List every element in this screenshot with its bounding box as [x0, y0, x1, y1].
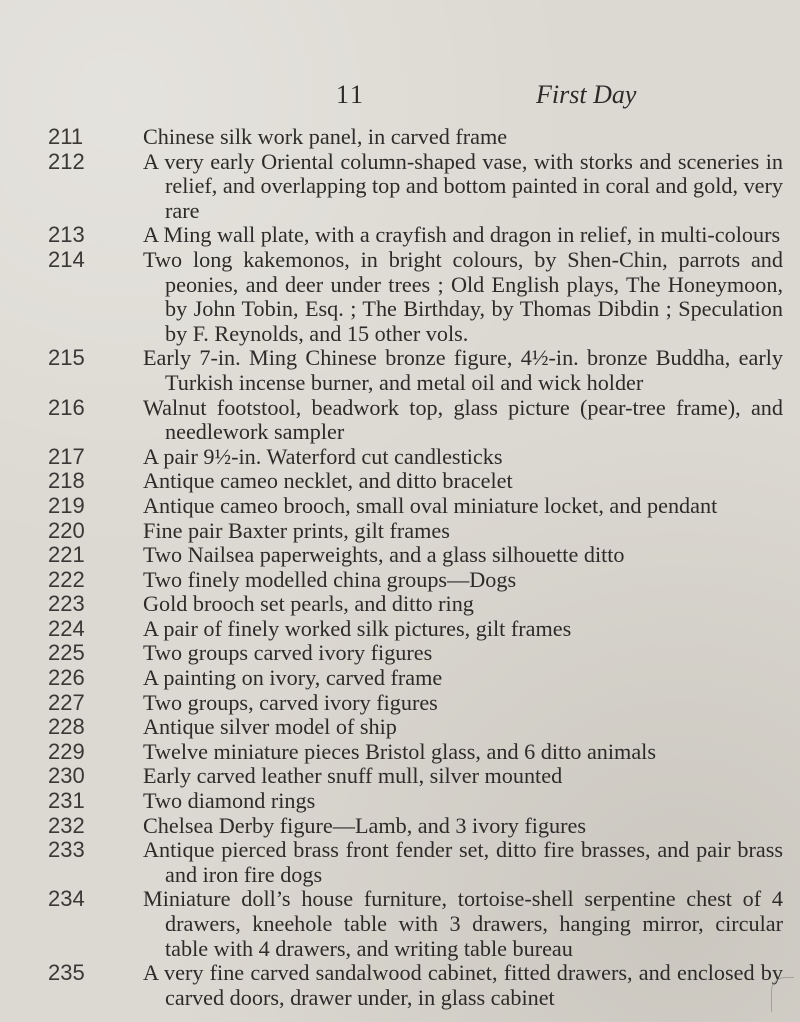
- page-header: [0, 80, 800, 120]
- lot-description: Chinese silk work panel, in carved frame: [143, 124, 508, 149]
- lot-entry: [0, 789, 800, 814]
- lot-description: Antique cameo necklet, and ditto bracelet: [143, 468, 513, 494]
- lot-entry: [0, 543, 800, 568]
- lot-entry: [0, 248, 800, 346]
- lot-entry: [0, 346, 800, 395]
- lot-description: Early 7-in. Ming Chinese bronze figure, 4½-in. bronze Buddha, early Turkish incense burner, and metal oil and wick holder: [143, 345, 783, 395]
- lot-description: Twelve miniature pieces Bristol glass, and 6 ditto animals: [143, 738, 656, 764]
- lot-entry: [0, 887, 800, 961]
- lot-entry: [0, 691, 800, 716]
- lot-number: 225: [48, 640, 85, 666]
- lot-number: 216: [48, 394, 85, 420]
- lot-number: 221: [48, 542, 85, 568]
- page-corner-mark: [771, 977, 794, 1012]
- lot-entry: [0, 838, 800, 887]
- lot-entry: [0, 617, 800, 642]
- lot-number: 231: [48, 788, 85, 814]
- lot-entry: [0, 150, 800, 224]
- lot-description: A pair of finely worked silk pictures, gilt frames: [143, 615, 572, 641]
- page-number: 11: [336, 80, 366, 109]
- lot-number: 235: [48, 960, 85, 986]
- lot-number: 228: [48, 714, 85, 740]
- lot-number: 215: [48, 345, 85, 371]
- lot-entry: [0, 592, 800, 617]
- lot-description: Early carved leather snuff mull, silver mounted: [143, 763, 563, 789]
- lot-number: 214: [48, 246, 85, 272]
- lot-entry: [0, 568, 800, 593]
- lot-description: Two finely modelled china groups—Dogs: [143, 566, 517, 592]
- lot-number: 218: [48, 468, 85, 494]
- lot-description: Chelsea Derby figure—Lamb, and 3 ivory figures: [143, 812, 587, 838]
- lot-entry: [0, 519, 800, 544]
- lot-entry: [0, 715, 800, 740]
- lot-number: 226: [48, 665, 85, 691]
- lot-number: 219: [48, 492, 85, 518]
- lot-description: A very early Oriental column-shaped vase, with storks and sceneries in relief, and overlapping top and bottom painted in coral and gold, very rare: [143, 148, 783, 223]
- lot-description: Two groups, carved ivory figures: [143, 689, 438, 715]
- lot-entry: [0, 494, 800, 519]
- running-title: First Day: [536, 80, 637, 109]
- lot-number: 211: [48, 124, 84, 149]
- lot-entry: [0, 469, 800, 494]
- lot-description: Two groups carved ivory figures: [143, 640, 433, 666]
- lot-description: Two diamond rings: [143, 788, 316, 814]
- lot-description: Antique pierced brass front fender set, ditto fire brasses, and pair brass and iron fire dogs: [143, 837, 783, 887]
- lot-list: [0, 125, 800, 1010]
- lot-number: 230: [48, 763, 85, 789]
- lot-entry: [0, 814, 800, 839]
- lot-description: Walnut footstool, beadwork top, glass picture (pear-tree frame), and needlework sampler: [143, 394, 783, 445]
- lot-description: Two Nailsea paperweights, and a glass silhouette ditto: [143, 542, 625, 568]
- lot-description: Two long kakemonos, in bright colours, by Shen-Chin, parrots and peonies, and deer under trees ; Old English plays, The Honeymoon, by John Tobin, Esq. ; The Birthday, by Thomas Dibdin ; Speculation by F. Reynolds, and 15 other vols.: [143, 246, 783, 346]
- lot-description: Fine pair Baxter prints, gilt frames: [143, 517, 450, 543]
- lot-number: 233: [48, 837, 85, 863]
- lot-number: 224: [48, 615, 85, 641]
- lot-number: 227: [48, 689, 85, 715]
- lot-number: 213: [48, 222, 85, 248]
- lot-entry: [0, 445, 800, 470]
- lot-number: 229: [48, 738, 85, 764]
- lot-entry: [0, 125, 800, 150]
- lot-number: 212: [48, 148, 85, 174]
- lot-number: 232: [48, 812, 85, 838]
- lot-description: Antique cameo brooch, small oval miniature locket, and pendant: [143, 492, 718, 518]
- lot-entry: [0, 641, 800, 666]
- lot-number: 222: [48, 566, 85, 592]
- lot-number: 234: [48, 886, 85, 912]
- lot-number: 217: [48, 443, 85, 469]
- lot-description: A pair 9½-in. Waterford cut candlesticks: [143, 443, 503, 469]
- lot-description: Gold brooch set pearls, and ditto ring: [143, 591, 474, 617]
- lot-entry: [0, 396, 800, 445]
- lot-entry: [0, 740, 800, 765]
- lot-description: Antique silver model of ship: [143, 714, 397, 740]
- lot-entry: [0, 764, 800, 789]
- lot-description: Miniature doll’s house furniture, tortoise-shell serpentine chest of 4 drawers, kneehole table with 3 drawers, hanging mirror, circular table with 4 drawers, and writing table bureau: [143, 886, 783, 961]
- lot-description: A very fine carved sandalwood cabinet, fitted drawers, and enclosed by carved doors, drawer under, in glass cabinet: [143, 960, 783, 1010]
- lot-description: A Ming wall plate, with a crayfish and dragon in relief, in multi-colours: [143, 222, 781, 248]
- lot-number: 220: [48, 517, 85, 543]
- lot-number: 223: [48, 591, 85, 617]
- lot-description: A painting on ivory, carved frame: [143, 665, 443, 691]
- lot-entry: [0, 223, 800, 248]
- lot-entry: [0, 961, 800, 1010]
- lot-entry: [0, 666, 800, 691]
